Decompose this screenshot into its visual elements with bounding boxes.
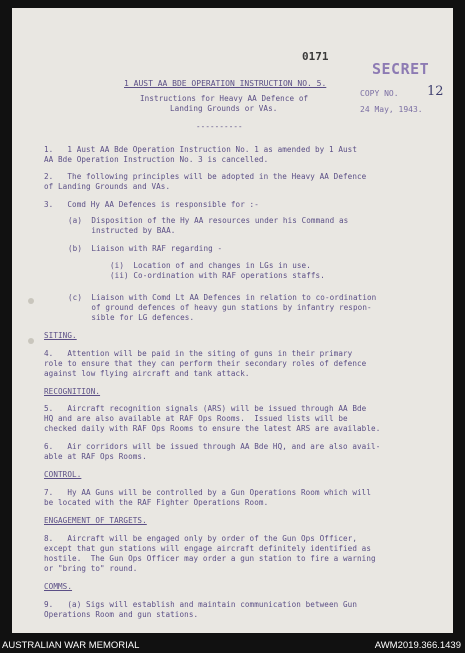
paragraph-3a-line-1: (a) Disposition of the Hy AA resources under his Command as: [68, 216, 349, 225]
paragraph-8-line-1: 8. Aircraft will be engaged only by order of the Gun Ops Officer,: [44, 534, 358, 543]
paragraph-2-line-2: of Landing Grounds and VAs.: [44, 182, 171, 191]
punch-hole: [28, 298, 34, 304]
paragraph-3c-line-1: (c) Liaison with Comd Lt AA Defences in relation to co-ordination: [68, 293, 377, 302]
paragraph-8-line-3: hostile. The Gun Ops Officer may order a gun station to fire a warning: [44, 554, 376, 563]
paragraph-5-line-3: checked daily with RAF Ops Rooms to ensure the latest ARS are available.: [44, 424, 381, 433]
paragraph-8-line-4: or "bring to" round.: [44, 564, 138, 573]
paragraph-7-line-1: 7. Hy AA Guns will be controlled by a Gun Operations Room which will: [44, 488, 372, 497]
footer-credit: AUSTRALIAN WAR MEMORIAL: [2, 640, 140, 651]
paragraph-3b-ii: (ii) Co-ordination with RAF operations staffs.: [110, 271, 325, 280]
paragraph-6-line-1: 6. Air corridors will be issued through AA Bde HQ, and are also avail-: [44, 442, 381, 451]
document-title: 1 AUST AA BDE OPERATION INSTRUCTION NO. 5.: [124, 79, 327, 88]
paragraph-4-line-1: 4. Attention will be paid in the siting of guns in their primary: [44, 349, 353, 358]
paragraph-9-line-2: Operations Room and gun stations.: [44, 610, 199, 619]
paragraph-3a-line-2: instructed by BAA.: [68, 226, 176, 235]
paragraph-1-line-1: 1. 1 Aust AA Bde Operation Instruction No. 1 as amended by 1 Aust: [44, 145, 358, 154]
paragraph-7-line-2: be located with the RAF Fighter Operations Room.: [44, 498, 269, 507]
copy-number-label: COPY NO.: [360, 89, 399, 98]
paragraph-3c-line-3: sible for LG defences.: [68, 313, 195, 322]
paragraph-8-line-2: except that gun stations will engage aircraft definitely identified as: [44, 544, 372, 553]
paragraph-5-line-2: HQ and are also available at RAF Ops Rooms. Issued lists will be: [44, 414, 348, 423]
paragraph-1-line-2: AA Bde Operation Instruction No. 3 is cancelled.: [44, 155, 269, 164]
heading-siting: SITING.: [44, 331, 77, 340]
paragraph-4-line-2: role to ensure that they can perform their secondary roles of defence: [44, 359, 367, 368]
punch-hole: [28, 338, 34, 344]
subtitle-line-2: Landing Grounds or VAs.: [170, 104, 278, 113]
heading-recognition: RECOGNITION.: [44, 387, 101, 396]
paragraph-6-line-2: able at RAF Ops Rooms.: [44, 452, 147, 461]
paragraph-3b: (b) Liaison with RAF regarding -: [68, 244, 223, 253]
secret-stamp: SECRET: [372, 60, 430, 78]
heading-engagement: ENGAGEMENT OF TARGETS.: [44, 516, 147, 525]
paragraph-3b-i: (i) Location of and changes in LGs in use.: [110, 261, 311, 270]
subtitle-line-1: Instructions for Heavy AA Defence of: [140, 94, 309, 103]
paragraph-3c-line-2: of ground defences of heavy gun stations by infantry respon-: [68, 303, 372, 312]
heading-comms: COMMS.: [44, 582, 73, 591]
document-page: [12, 8, 453, 633]
paragraph-9-line-1: 9. (a) Sigs will establish and maintain communication between Gun: [44, 600, 358, 609]
document-date: 24 May, 1943.: [360, 105, 423, 114]
paragraph-2-line-1: 2. The following principles will be adopted in the Heavy AA Defence: [44, 172, 367, 181]
heading-control: CONTROL.: [44, 470, 82, 479]
paragraph-4-line-3: against low flying aircraft and tank attack.: [44, 369, 250, 378]
paragraph-3: 3. Comd Hy AA Defences is responsible for :-: [44, 200, 259, 209]
footer-accession-number: AWM2019.366.1439: [374, 640, 461, 651]
title-rule: ----------: [196, 122, 243, 131]
paragraph-5-line-1: 5. Aircraft recognition signals (ARS) will be issued through AA Bde: [44, 404, 367, 413]
document-number: 0171: [302, 50, 329, 63]
copy-number: 12: [427, 84, 444, 99]
